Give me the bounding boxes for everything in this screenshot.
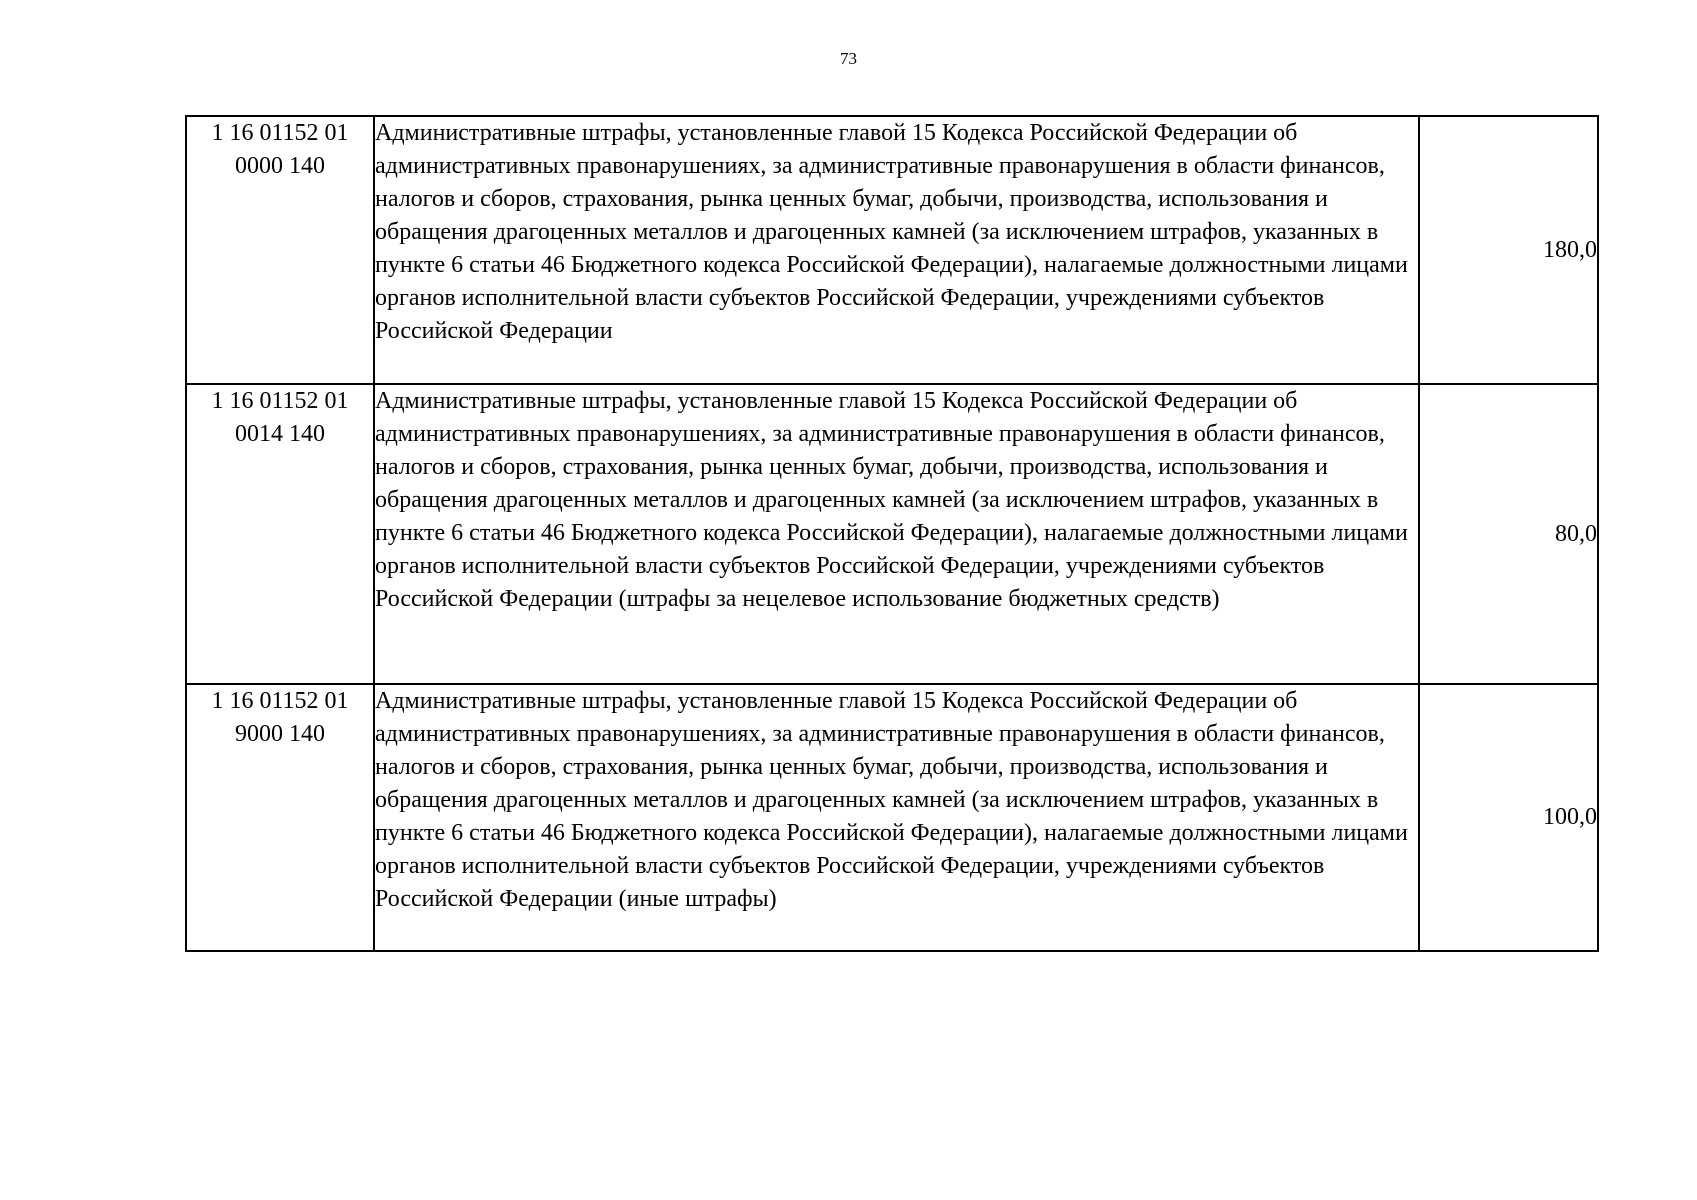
table-row <box>186 384 1598 684</box>
value-cell: 80,0 <box>1419 384 1598 684</box>
code-cell: 1 16 01152 01 0014 140 <box>186 384 374 684</box>
description-cell: Административные штрафы, установленные главой 15 Кодекса Российской Федерации об административных правонарушениях, за административные правонарушения в области финансов, налогов и сборов, страхования, рынка ценных бумаг, добычи, производства, использования и обращения драгоценных металлов и драгоценных камней (за исключением штрафов, указанных в пункте 6 статьи 46 Бюджетного кодекса Российской Федерации), налагаемые должностными лицами органов исполнительной власти субъектов Российской Федерации, учреждениями субъектов Российской Федерации <box>374 116 1419 384</box>
table-row <box>186 684 1598 951</box>
page-number: 73 <box>840 49 857 68</box>
code-cell: 1 16 01152 01 0000 140 <box>186 116 374 384</box>
value-cell: 180,0 <box>1419 116 1598 384</box>
description-cell: Административные штрафы, установленные главой 15 Кодекса Российской Федерации об административных правонарушениях, за административные правонарушения в области финансов, налогов и сборов, страхования, рынка ценных бумаг, добычи, производства, использования и обращения драгоценных металлов и драгоценных камней (за исключением штрафов, указанных в пункте 6 статьи 46 Бюджетного кодекса Российской Федерации), налагаемые должностными лицами органов исполнительной власти субъектов Российской Федерации, учреждениями субъектов Российской Федерации (иные штрафы) <box>374 684 1419 951</box>
table-row <box>186 116 1598 384</box>
budget-classification-table <box>185 115 1599 952</box>
value-cell: 100,0 <box>1419 684 1598 951</box>
description-cell: Административные штрафы, установленные главой 15 Кодекса Российской Федерации об административных правонарушениях, за административные правонарушения в области финансов, налогов и сборов, страхования, рынка ценных бумаг, добычи, производства, использования и обращения драгоценных металлов и драгоценных камней (за исключением штрафов, указанных в пункте 6 статьи 46 Бюджетного кодекса Российской Федерации), налагаемые должностными лицами органов исполнительной власти субъектов Российской Федерации, учреждениями субъектов Российской Федерации (штрафы за нецелевое использование бюджетных средств) <box>374 384 1419 684</box>
code-cell: 1 16 01152 01 9000 140 <box>186 684 374 951</box>
